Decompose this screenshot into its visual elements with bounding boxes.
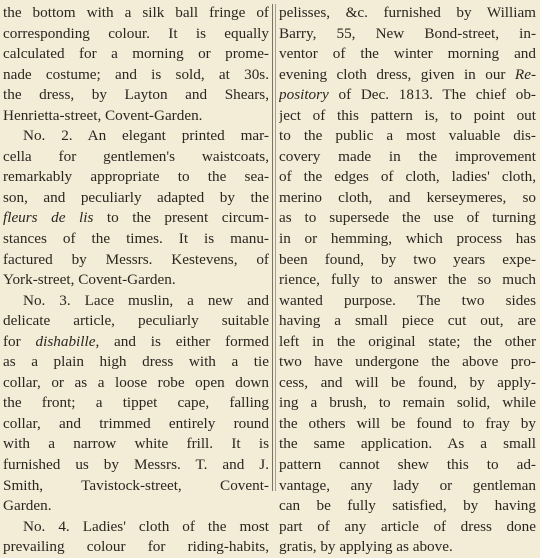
text-line: ventor of the winter morning and	[279, 45, 536, 63]
text-line: stances of the times. It is manu-	[3, 230, 269, 248]
text-line: factured by Messrs. Kestevens, of	[3, 250, 269, 268]
text-line: collar, or as a loose robe open down	[3, 373, 269, 391]
text-line: to the public a most valuable dis-	[279, 127, 536, 145]
text-line: York-street, Covent-Garden.	[3, 271, 176, 289]
text-line: cess, and will be found, by apply-	[279, 373, 536, 391]
text-line: vantage, any lady or gentleman	[279, 476, 536, 494]
italic-term: fleurs de lis	[3, 209, 94, 227]
text-line: covery made in the improvement	[279, 147, 536, 165]
text-segment: of Dec. 1813. The chief ob-	[328, 86, 536, 104]
text-line: delicate article, peculiarly suitable	[3, 312, 269, 330]
text-line: cella for gentlemen's waistcoats,	[3, 147, 269, 165]
text-line: left in the original state; the other	[279, 332, 536, 350]
text-line: been found, by two years expe-	[279, 250, 536, 268]
text-line: nade costume; and is sold, at 30s.	[3, 65, 269, 83]
text-segment: for	[3, 332, 36, 350]
text-line: as to supersede the use of turning	[279, 209, 536, 227]
text-line: No. 3. Lace muslin, a new and	[23, 291, 269, 309]
text-line: pelisses, &c. furnished by William	[279, 4, 536, 21]
text-line: gratis, by applying as above.	[279, 538, 453, 556]
column-divider	[272, 4, 273, 491]
text-line: No. 4. Ladies' cloth of the most	[23, 517, 269, 535]
text-segment: evening cloth dress, given in our	[279, 65, 515, 83]
text-line	[3, 332, 269, 353]
text-line: remarkably appropriate to the sea-	[3, 168, 269, 186]
text-line: the bottom with a silk ball fringe of	[3, 4, 269, 21]
text-line: No. 2. An elegant printed mar-	[23, 127, 269, 145]
text-line: corresponding colour. It is equally	[3, 24, 269, 42]
text-line: part of any article of dress done	[279, 517, 536, 535]
text-line: the same application. As a small	[279, 435, 536, 453]
italic-term: pository	[279, 86, 329, 104]
text-line: in or hemming, which process has	[279, 230, 536, 248]
text-segment: , and is either formed	[95, 332, 269, 350]
text-line: the others will be found to fray by	[279, 414, 536, 432]
text-line: pattern cannot shew this to ad-	[279, 456, 536, 474]
italic-term: Re-	[514, 65, 536, 83]
text-line: son, and peculiarly adapted by the	[3, 188, 269, 206]
text-line: rience, fully to answer the so much	[279, 271, 536, 289]
text-line	[3, 208, 269, 229]
left-column	[3, 3, 269, 558]
text-line: as a plain high dress with a tie	[3, 353, 269, 371]
text-line: ject of this pattern is, to point out	[279, 106, 536, 124]
text-line: wanted purpose. The two sides	[279, 291, 536, 309]
text-line: can be fully satisfied, by having	[279, 497, 536, 515]
text-line	[279, 65, 536, 86]
text-line: collar, and trimmed entirely round	[3, 414, 269, 432]
text-line: with a narrow white frill. It is	[3, 435, 269, 453]
text-line	[279, 85, 536, 106]
text-line: the front; a tippet cape, falling	[3, 394, 269, 412]
text-line: calculated for a morning or prome-	[3, 45, 269, 63]
right-column	[279, 3, 536, 558]
text-line: Smith, Tavistock-street, Covent-	[3, 476, 269, 494]
text-line: Henrietta-street, Covent-Garden.	[3, 106, 203, 124]
italic-term: dishabille	[35, 332, 96, 350]
column-divider-inner	[275, 4, 276, 491]
text-line: ing a brush, to remain solid, while	[279, 394, 536, 412]
text-line: prevailing colour for riding-habits,	[3, 538, 269, 556]
text-line: having a small piece cut out, are	[279, 312, 536, 330]
text-line: Barry, 55, New Bond-street, in-	[279, 24, 536, 42]
text-line: furnished us by Messrs. T. and J.	[3, 456, 269, 474]
text-line: of the edges of cloth, ladies' cloth,	[279, 168, 536, 186]
text-line: Garden.	[3, 497, 52, 515]
text-segment: to the present circum-	[93, 209, 269, 227]
text-line: merino cloth, and kerseymeres, so	[279, 188, 536, 206]
text-line: two have undergone the above pro-	[279, 353, 536, 371]
text-line: the dress, by Layton and Shears,	[3, 86, 269, 104]
